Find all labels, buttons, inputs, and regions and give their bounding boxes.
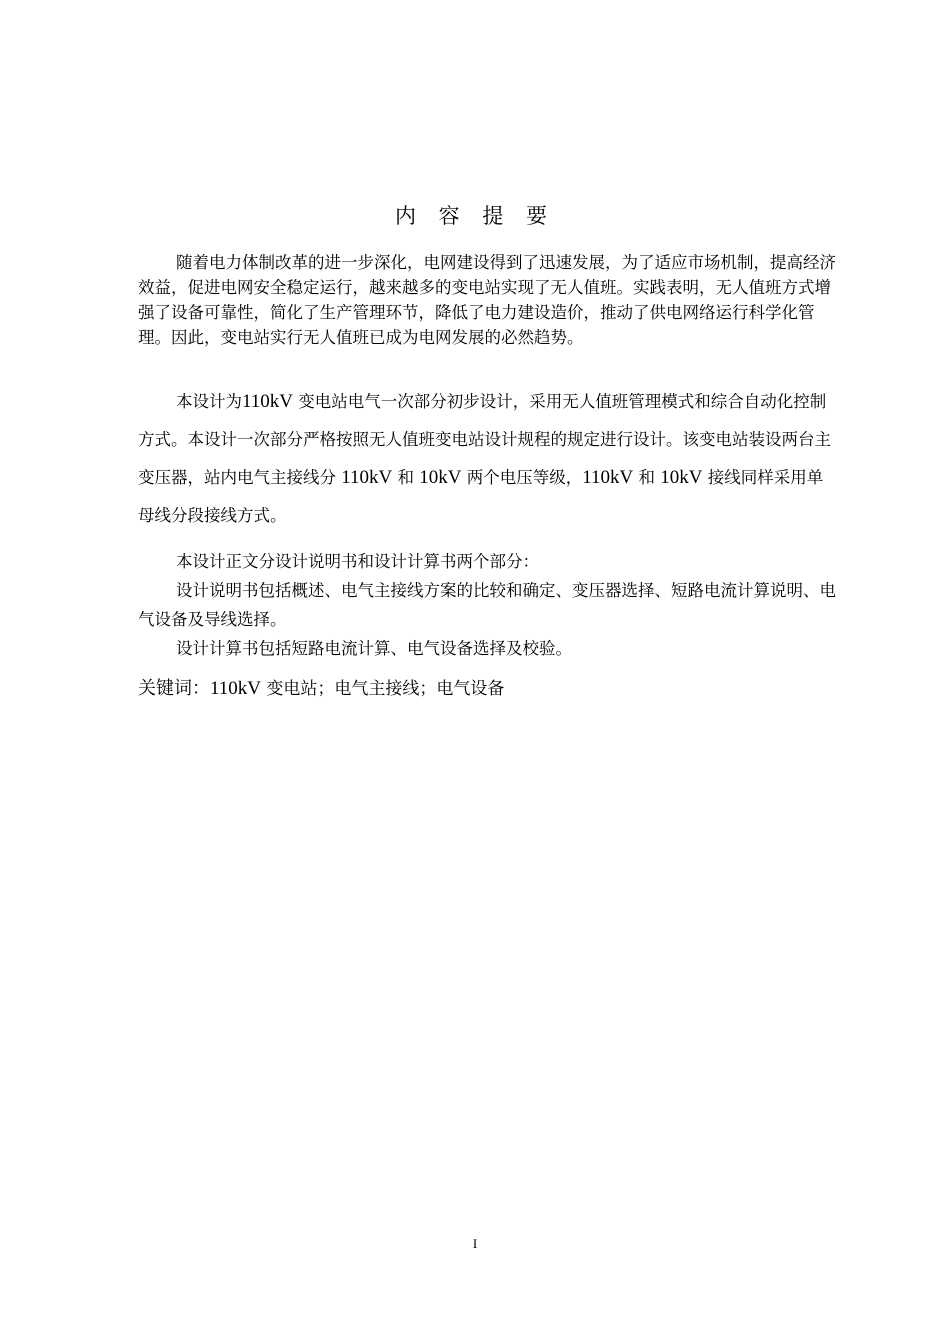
keywords xyxy=(138,674,504,700)
structure-line-3 xyxy=(138,634,838,663)
structure-line-1-text: 本设计正文分设计说明书和设计计算书两个部分： xyxy=(176,552,539,571)
p2-c: 变电站电气一次部分初步设计，采用无人值班管理模式和综合自动化控制方式。本设计一次部分严格按照无人值班变电站设计规程的规定进行设计。该变电站装设两台主变压器，站内电气主接线分 xyxy=(138,392,831,487)
paragraph-intro-text: 随着电力体制改革的进一步深化，电网建设得到了迅速发展，为了适应市场机制，提高经济效益，促进电网安全稳定运行，越来越多的变电站实现了无人值班。实践表明，无人值班方式增强了设备可靠性，简化了生产管理环节，降低了电力建设造价，推动了供电网络运行科学化管理。因此，变电站实行无人值班已成为电网发展的必然趋势。 xyxy=(138,253,836,347)
paragraph-design xyxy=(138,383,838,535)
p2-b: 110kV xyxy=(242,391,294,412)
structure-line-2-text: 设计说明书包括概述、电气主接线方案的比较和确定、变压器选择、短路电流计算说明、电气设备及导线选择。 xyxy=(138,581,836,629)
p2-f: 10kV xyxy=(419,467,462,488)
p2-g: 两个电压等级， xyxy=(461,468,583,487)
p2-d: 110kV xyxy=(341,467,393,488)
paragraph-structure xyxy=(138,547,838,663)
keywords-v1: 110kV xyxy=(210,678,262,699)
p2-e: 和 xyxy=(392,468,420,487)
keywords-label: 关键词： xyxy=(138,678,210,699)
page-title: 内 容 提 要 xyxy=(394,204,556,228)
keywords-rest: 变电站；电气主接线；电气设备 xyxy=(261,679,505,699)
p2-a: 本设计为 xyxy=(176,392,242,411)
p2-h: 110kV xyxy=(582,467,634,488)
p2-k: 接线同样采用单母线分段接线方式。 xyxy=(138,468,824,525)
page-number: I xyxy=(472,1236,478,1251)
p2-i: 和 xyxy=(633,468,661,487)
p2-j: 10kV xyxy=(660,467,703,488)
structure-line-2 xyxy=(138,576,838,634)
paragraph-intro xyxy=(138,250,838,350)
structure-line-1 xyxy=(138,547,838,576)
structure-line-3-text: 设计计算书包括短路电流计算、电气设备选择及校验。 xyxy=(176,639,572,658)
